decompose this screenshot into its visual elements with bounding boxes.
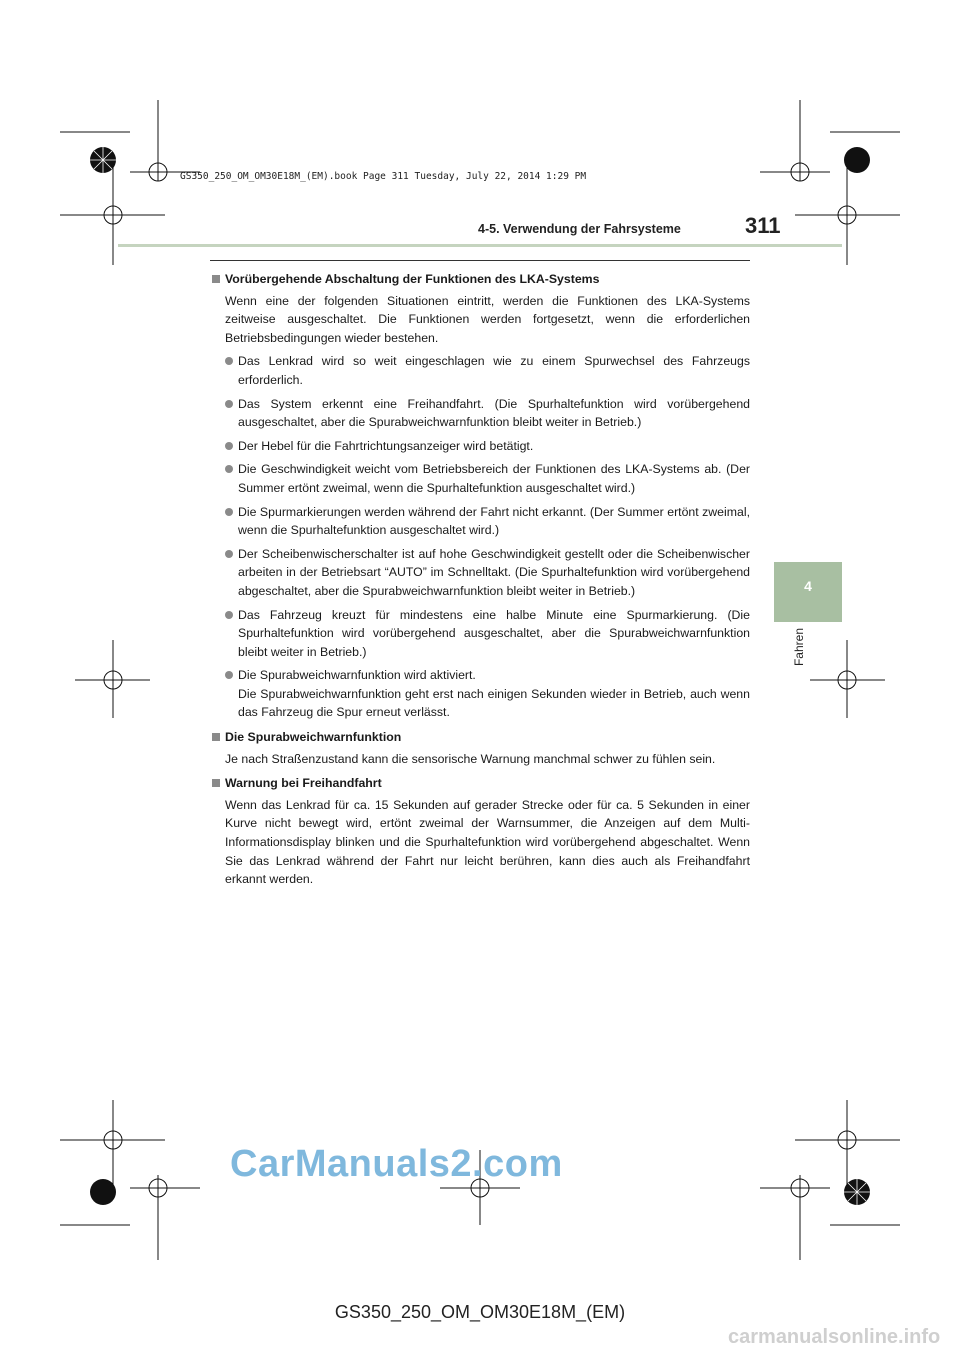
list-item-text: Das Fahrzeug kreuzt für mindestens eine halbe Minute eine Spurmarkierung. (Die Spurhaltefunktion wird vorübergehend ausgeschaltet, aber die Spurabweichwarnfunktion bleibt weiter in Betrieb.) (238, 607, 750, 659)
square-bullet-icon (212, 779, 220, 787)
list-item-text: Die Spurmarkierungen werden während der Fahrt nicht erkannt. (Der Summer ertönt zweimal, wenn die Spurhaltefunktion ausgeschaltet wird.) (238, 504, 750, 538)
section-heading-text: Warnung bei Freihandfahrt (225, 776, 382, 791)
list-item (210, 395, 750, 432)
header-rule (118, 244, 842, 247)
list-item-text: Das System erkennt eine Freihandfahrt. (Die Spurhaltefunktion wird vorübergehend ausgeschaltet, aber die Spurabweichwarnfunktion bleibt weiter in Betrieb.) (238, 396, 750, 430)
round-bullet-icon (225, 508, 233, 516)
section-heading-text: Die Spurabweichwarnfunktion (225, 730, 402, 745)
round-bullet-icon (225, 465, 233, 473)
list-item (210, 437, 750, 456)
round-bullet-icon (225, 357, 233, 365)
list-item (210, 606, 750, 662)
section-heading-text: Vorübergehende Abschaltung der Funktionen des LKA-Systems (225, 272, 600, 286)
section-paragraph: Je nach Straßenzustand kann die sensorische Warnung manchmal schwer zu fühlen sein. (225, 751, 716, 766)
square-bullet-icon (212, 275, 220, 283)
section-heading (210, 728, 750, 747)
watermark-logo[interactable]: CarManuals2.com (230, 1143, 563, 1185)
list-item-text: Das Lenkrad wird so weit eingeschlagen wie zu einem Spurwechsel des Fahrzeugs erforderlich. (238, 354, 750, 387)
page-number: 311 (745, 213, 781, 238)
footer-manual-code: GS350_250_OM_OM30E18M_(EM) (334, 1302, 626, 1322)
round-bullet-icon (225, 671, 233, 679)
content-rule (210, 260, 750, 261)
header-section-title: 4-5. Verwendung der Fahrsysteme (478, 222, 681, 236)
section-paragraph: Wenn eine der folgenden Situationen eintritt, werden die Funktionen des LKA-Systems zeitweise ausgeschaltet. Die Funktionen werden fortgesetzt, wenn die erforderlichen Betriebsbedingungen wieder bestehen. (225, 293, 750, 345)
list-item (210, 545, 750, 601)
round-bullet-icon (225, 550, 233, 558)
round-bullet-icon (225, 442, 233, 450)
section-heading (210, 270, 750, 289)
list-item-text: Der Scheibenwischerschalter ist auf hohe Geschwindigkeit gestellt oder die Scheibenwischer arbeiten in der Betriebsart “AUTO” im Schnelltakt. (Die Spurhaltefunktion wird vorübergehend abgeschaltet, aber die Spurabweichwarnfunktion bleibt weiter in Betrieb.) (238, 546, 750, 598)
square-bullet-icon (212, 733, 220, 741)
list-item (210, 666, 750, 722)
list-item (210, 460, 750, 497)
list-item (210, 503, 750, 540)
round-bullet-icon (225, 400, 233, 408)
list-item-text: Die Spurabweichwarnfunktion wird aktiviert. Die Spurabweichwarnfunktion geht erst nach einigen Sekunden wieder in Betrieb, auch wenn das Fahrzeug die Spur erneut verlässt. (238, 668, 750, 720)
round-bullet-icon (225, 611, 233, 619)
list-item-text: Der Hebel für die Fahrtrichtungsanzeiger wird betätigt. (238, 438, 534, 453)
page-content (210, 268, 750, 889)
watermark-footer[interactable]: carmanualsonline.info (728, 1326, 941, 1348)
chapter-label: Fahren (792, 628, 806, 667)
list-item-text: Die Geschwindigkeit weicht vom Betriebsbereich der Funktionen des LKA-Systems ab. (Der Summer ertönt zweimal, wenn die Spurhaltefunktion ausgeschaltet wird.) (238, 462, 750, 495)
chapter-number: 4 (804, 578, 812, 594)
section-heading (210, 774, 750, 793)
section-paragraph: Wenn das Lenkrad für ca. 15 Sekunden auf gerader Strecke oder für ca. 5 Sekunden in einer Kurve nicht bewegt wird, ertönt zweimal der Warnsummer, die Anzeigen auf dem Multi-Informationsdisplay blinken und die Spurhaltefunktion wird vorübergehend abgeschaltet. Wenn Sie das Lenkrad während der Fahrt nur leicht berühren, kann dies auch als Freihandfahrt erkannt werden. (225, 797, 750, 887)
print-info: GS350_250_OM_OM30E18M_(EM).book Page 311 Tuesday, July 22, 2014 1:29 PM (180, 171, 587, 182)
list-item (210, 352, 750, 389)
